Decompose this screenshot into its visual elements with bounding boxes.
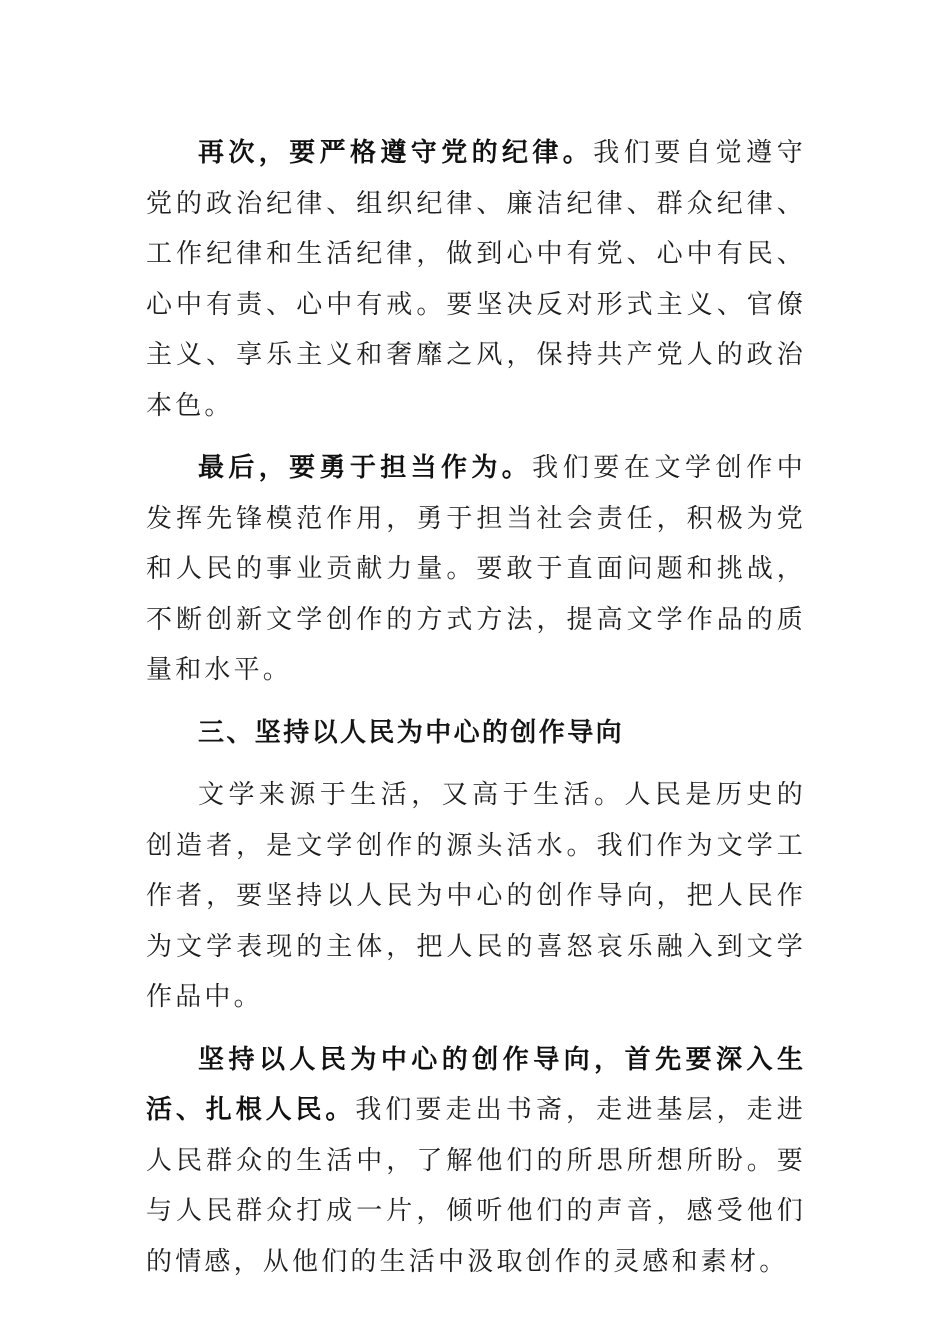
document-body [146,128,806,1287]
section-heading [146,708,806,759]
paragraph-lead: 再次，要严格遵守党的纪律。 [198,138,594,168]
paragraph-text: 我们要自觉遵守党的政治纪律、组织纪律、廉洁纪律、群众纪律、工作纪律和生活纪律，做到心中有党、心中有民、心中有责、心中有戒。要坚决反对形式主义、官僚主义、享乐主义和奢靡之风，保持共产党人的政治本色。 [146,138,806,421]
paragraph-responsibility [146,443,806,696]
paragraph-lead: 最后，要勇于担当作为。 [198,453,533,483]
paragraph-deep-into-life [146,1035,806,1288]
paragraph-text: 文学来源于生活，又高于生活。人民是历史的创造者，是文学创作的源头活水。我们作为文学工作者，要坚持以人民为中心的创作导向，把人民作为文学表现的主体，把人民的喜怒哀乐融入到文学作品中。 [146,780,806,1012]
paragraph-text: 我们要在文学创作中发挥先锋模范作用，勇于担当社会责任，积极为党和人民的事业贡献力量。要敢于直面问题和挑战，不断创新文学创作的方式方法，提高文学作品的质量和水平。 [146,453,806,685]
paragraph-literature-source [146,770,806,1023]
section-heading-text: 三、坚持以人民为中心的创作导向 [198,717,625,748]
paragraph-lead: 坚持以人民为中心的创作导向，首先要深入生活、扎根人民。 [146,1044,806,1125]
paragraph-text: 我们要走出书斋，走进基层，走进人民群众的生活中，了解他们的所思所想所盼。要与人民群众打成一片，倾听他们的声音，感受他们的情感，从他们的生活中汲取创作的灵感和素材。 [146,1095,806,1277]
paragraph-discipline [146,128,806,431]
